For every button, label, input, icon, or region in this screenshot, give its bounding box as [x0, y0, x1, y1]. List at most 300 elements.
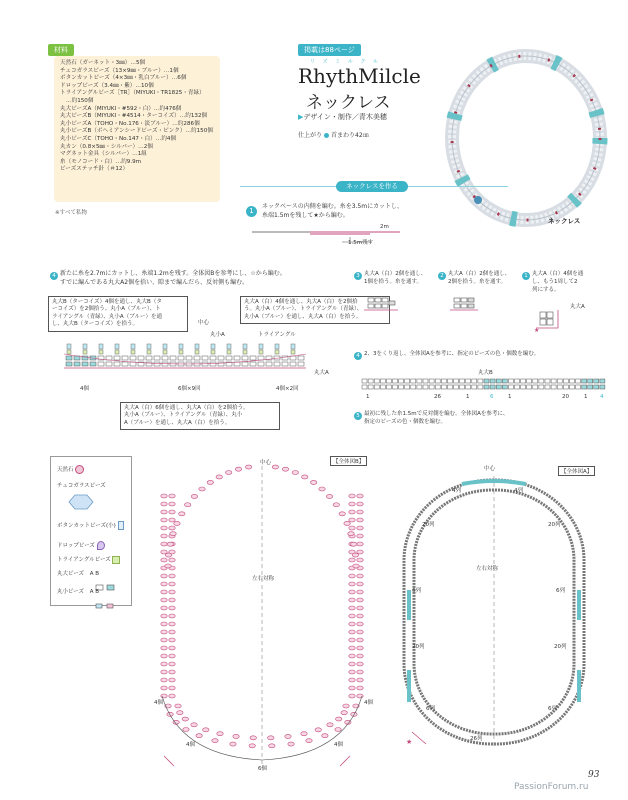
side-bead	[357, 654, 363, 658]
diagram-a-left-2: 6列	[412, 588, 421, 594]
side-bead	[357, 598, 363, 602]
bottom-bead	[250, 736, 256, 740]
legend-item: 天然石	[57, 465, 84, 474]
side-bead	[161, 614, 167, 618]
small-bead	[259, 344, 263, 349]
side-bead	[169, 494, 175, 498]
material-line: 丸小ビーズB（ボヘミアンシードビーズ・ピンク）…約150個	[60, 128, 213, 135]
row-bead	[423, 379, 428, 383]
row-bead	[399, 379, 404, 383]
row-bead	[557, 379, 562, 383]
side-bead	[357, 518, 363, 522]
legend-item: 丸大ビーズ A B	[57, 571, 100, 577]
round-bead	[90, 362, 96, 366]
round-bead	[242, 356, 248, 360]
bottom-bead	[269, 744, 275, 748]
side-bead	[349, 574, 355, 578]
row-bead	[405, 379, 410, 383]
side-bead	[169, 518, 175, 522]
side-bead	[357, 646, 363, 650]
row-bead	[441, 385, 446, 389]
photo-caption: ネックレス	[548, 217, 581, 225]
row-bead	[508, 385, 513, 389]
row-bead	[411, 385, 416, 389]
row-counts: 1 26 1 6 1 20 1 4	[366, 394, 604, 400]
top-bead	[216, 475, 222, 479]
triangle-bead	[227, 350, 231, 354]
row-bead	[588, 385, 593, 389]
drop-bead-icon	[97, 541, 105, 550]
top-bead	[348, 532, 354, 536]
row-bead	[454, 385, 459, 389]
diagram-a-drawing	[392, 470, 598, 760]
row-bead	[490, 379, 495, 383]
top-bead	[184, 503, 190, 507]
small-bead	[67, 344, 71, 349]
diagram-b-count-right-1: 4個	[364, 700, 373, 706]
side-bead	[349, 678, 355, 682]
side-bead	[349, 670, 355, 674]
side-bead	[161, 542, 167, 546]
legend-item: チェコガラスビーズ	[57, 483, 106, 489]
side-bead	[169, 622, 175, 626]
round-bead	[234, 356, 240, 360]
side-bead	[357, 494, 363, 498]
row-bead	[557, 385, 562, 389]
side-bead	[357, 510, 363, 514]
side-bead	[357, 662, 363, 666]
right-step-4-number: 4	[354, 352, 362, 360]
top-bead	[191, 494, 197, 498]
diagram-b-axis: 左右対称	[252, 576, 275, 582]
bottom-bead	[196, 734, 202, 738]
row-bead	[600, 385, 605, 389]
side-bead	[169, 558, 175, 562]
row-bead	[582, 385, 587, 389]
round-bead	[218, 362, 224, 366]
round-bead	[210, 356, 216, 360]
round-bead	[258, 356, 264, 360]
color-row-beads	[362, 379, 605, 389]
row-bead	[399, 385, 404, 389]
row-bead	[576, 385, 581, 389]
round-bead	[98, 362, 104, 366]
right-step-1-number: 1	[522, 272, 530, 280]
row-bead	[374, 385, 379, 389]
diagram-a-right-2: 6列	[556, 588, 565, 594]
side-bead	[357, 622, 363, 626]
triangle-bead	[99, 350, 103, 354]
bottom-bead	[183, 728, 189, 732]
row-bead	[368, 379, 373, 383]
row-bead	[521, 379, 526, 383]
side-bead	[349, 638, 355, 642]
round-bead	[258, 362, 264, 366]
row-bead	[502, 385, 507, 389]
row-bead	[496, 379, 501, 383]
bottom-bead	[315, 728, 321, 732]
top-bead	[165, 553, 171, 557]
side-bead	[161, 558, 167, 562]
side-bead	[169, 638, 175, 642]
row-bead	[576, 379, 581, 383]
right-step-5-number: 5	[354, 412, 362, 420]
finished-size: 仕上がり 首まわり42㎝	[298, 132, 369, 139]
round-bead	[130, 362, 136, 366]
step-1-number: 1	[246, 206, 257, 217]
round-bead	[106, 362, 112, 366]
round-bead	[122, 362, 128, 366]
side-bead	[357, 590, 363, 594]
step-4-number: 4	[50, 272, 58, 280]
legend-item: ボタンカットビーズ(小)	[57, 521, 124, 530]
row-bead	[368, 385, 373, 389]
side-bead	[169, 526, 175, 530]
side-bead	[169, 694, 175, 698]
legend-item: 丸小ビーズ A B	[57, 589, 100, 595]
row-bead	[569, 385, 574, 389]
triangle-bead-icon	[112, 556, 120, 564]
row-bead	[386, 385, 391, 389]
row-bead	[417, 385, 422, 389]
top-bead	[310, 480, 316, 484]
bottom-bead	[167, 712, 173, 716]
bottom-bead	[351, 712, 357, 716]
side-bead	[169, 670, 175, 674]
row-bead	[533, 385, 538, 389]
side-bead	[169, 502, 175, 506]
triangle-bead	[243, 350, 247, 354]
top-bead	[333, 503, 339, 507]
side-bead	[349, 614, 355, 618]
page-number: 93	[588, 770, 600, 780]
side-bead	[357, 686, 363, 690]
round-bead	[138, 356, 144, 360]
row-bead	[594, 385, 599, 389]
small-bead	[163, 344, 167, 349]
side-bead	[357, 670, 363, 674]
bottom-bead	[191, 723, 197, 727]
side-bead	[161, 646, 167, 650]
round-bead	[242, 362, 248, 366]
top-bead	[326, 494, 332, 498]
right-step-2-text: 丸大A（白）2個を通し、 2個を拾う。糸を通す。	[448, 271, 511, 285]
round-bead	[146, 356, 152, 360]
top-bead	[282, 467, 288, 471]
page-subtitle: ネックレス	[306, 93, 391, 113]
row-bead	[386, 379, 391, 383]
side-bead	[161, 654, 167, 658]
triangle-bead	[147, 350, 151, 354]
side-bead	[161, 662, 167, 666]
material-line: 丸カン（0.8×5㎜・シルバー）…2個	[60, 143, 153, 150]
triangle-bead	[67, 350, 71, 354]
side-bead	[169, 582, 175, 586]
necklace-photo	[438, 40, 618, 240]
side-bead	[349, 598, 355, 602]
reference-tag: 掲載は88ページ	[298, 44, 361, 56]
row-bead	[502, 379, 507, 383]
callout-turquoise: 丸大B（ターコイズ）4個を通し、丸大B（タ ーコイズ）を2個拾う。丸小A（ブルー）、ト ライアングル（青緑）、丸小A（ブルー）を通 し、丸大B（ターコイズ）を拾う。	[48, 296, 188, 332]
thread-remain-label: 1.5m残す	[348, 240, 374, 246]
bottom-bead	[249, 744, 255, 748]
diagram-a-axis: 左右対称	[476, 566, 499, 572]
triangle-bead	[131, 350, 135, 354]
diagram-a-left-3: 20列	[412, 644, 425, 650]
designer-credit: ▶デザイン・制作／青木美穂	[298, 113, 387, 121]
right-steps-diagram	[358, 290, 618, 334]
step-4-bead-row	[62, 334, 312, 390]
small-bead	[195, 344, 199, 349]
side-bead	[357, 678, 363, 682]
row-bead	[563, 385, 568, 389]
row-bead	[484, 379, 489, 383]
side-bead	[357, 542, 363, 546]
row-bead	[460, 379, 465, 383]
diagram-b-count-left-1: 4個	[154, 700, 163, 706]
round-bead	[202, 356, 208, 360]
side-bead	[161, 526, 167, 530]
side-bead	[161, 582, 167, 586]
diagram-a-left-1: 20列	[422, 522, 435, 528]
bottom-bead	[203, 728, 209, 732]
side-bead	[161, 678, 167, 682]
bottom-bead	[212, 739, 218, 743]
legend-item: トライアングルビーズ	[57, 555, 120, 564]
diagram-a-bottom: 26列	[470, 736, 483, 742]
round-bead	[186, 356, 192, 360]
round-bead	[74, 362, 80, 366]
row-bead	[472, 385, 477, 389]
bottom-bead	[182, 717, 188, 721]
diagram-b-count-right-2: 4個	[334, 742, 343, 748]
side-bead	[357, 574, 363, 578]
materials-tag: 材料	[48, 44, 74, 56]
side-bead	[349, 518, 355, 522]
count-right: 4個×2回	[276, 386, 299, 392]
triangle-bead	[291, 350, 295, 354]
side-bead	[169, 662, 175, 666]
side-bead	[349, 494, 355, 498]
color-row-diagram	[360, 376, 610, 394]
top-bead	[344, 521, 350, 525]
side-bead	[349, 582, 355, 586]
row-bead	[551, 385, 556, 389]
row-bead	[545, 385, 550, 389]
side-bead	[169, 606, 175, 610]
side-bead	[349, 502, 355, 506]
legend-item: ドロップビーズ	[57, 541, 105, 550]
row-bead	[515, 379, 520, 383]
bottom-bead	[306, 739, 312, 743]
right-step-4-text: 2、3をくり返し、全体図Aを参考に、指定のビーズの色・個数を編む。	[364, 351, 540, 357]
round-bead	[250, 356, 256, 360]
bottom-bead	[175, 704, 181, 708]
round-bead	[146, 362, 152, 366]
bottom-bead	[230, 742, 236, 746]
small-bead	[131, 344, 135, 349]
materials-box	[54, 56, 220, 202]
side-bead	[169, 598, 175, 602]
material-line: ボタンカットビーズ（4×3㎜・乳白ブルー）…6個	[60, 75, 187, 82]
row-bead	[466, 385, 471, 389]
round-bead	[114, 356, 120, 360]
triangle-bead	[83, 350, 87, 354]
thread-end	[164, 756, 174, 766]
step-4-text: 新たに糸を2.7mにカットし、糸端1.2mを残す。全体図Bを参考にし、☆から編む。 すでに編んである丸大A2個を拾い、隙まで編んだら、反対側も編む。	[60, 270, 286, 286]
row-bead	[447, 379, 452, 383]
right-step-3-text: 丸大A（白）2個を通し、 1個を拾う。糸を通す。	[364, 271, 427, 285]
dot-icon	[324, 133, 329, 138]
bottom-bead	[233, 734, 239, 738]
material-line: トライアングルビーズ［TR］（MIYUKI・TR1825・青緑）	[60, 90, 205, 97]
top-bead	[292, 470, 298, 474]
top-bead	[319, 487, 325, 491]
star-icon: ★	[406, 738, 413, 746]
watermark: PassionForum.ru	[514, 782, 589, 792]
count-left: 4個	[80, 386, 89, 392]
thread-length-2m: 2m	[380, 224, 389, 230]
side-bead	[169, 678, 175, 682]
row-bead	[484, 385, 489, 389]
small-bead	[179, 344, 183, 349]
bottom-bead	[268, 736, 274, 740]
page-title: RhythMilcle	[298, 64, 421, 88]
side-bead	[349, 526, 355, 530]
side-bead	[169, 686, 175, 690]
side-bead	[161, 574, 167, 578]
triangle-bead	[179, 350, 183, 354]
material-line: ドロップビーズ（3.4㎜・紫）…10個	[60, 82, 154, 89]
top-bead	[352, 553, 358, 557]
side-bead	[169, 630, 175, 634]
material-line: …約150個	[66, 97, 94, 104]
row-bead	[588, 379, 593, 383]
side-bead	[357, 534, 363, 538]
diagram-a-right-3: 20列	[554, 644, 567, 650]
top-bead	[339, 512, 345, 516]
side-bead	[349, 686, 355, 690]
center-label: 中心	[198, 320, 210, 326]
small-bead	[83, 344, 87, 349]
round-bead	[66, 356, 72, 360]
row-bead	[435, 385, 440, 389]
side-bead	[357, 614, 363, 618]
bottom-bead	[217, 732, 223, 736]
row-bead	[362, 379, 367, 383]
side-bead	[349, 590, 355, 594]
round-bead	[66, 362, 72, 366]
button-bead-icon	[118, 521, 124, 530]
material-line: 丸大ビーズA（MIYUKI・#592・白）…約476個	[60, 105, 182, 112]
side-bead	[349, 662, 355, 666]
side-bead	[161, 518, 167, 522]
small-bead	[275, 344, 279, 349]
round-bead	[82, 362, 88, 366]
bottom-bead	[335, 728, 341, 732]
diagram-b-count-left-2: 4個	[186, 742, 195, 748]
row-bead	[515, 385, 520, 389]
side-bead	[161, 590, 167, 594]
diagram-a-right-4: 6列	[548, 706, 557, 712]
round-bead	[226, 356, 232, 360]
material-line: マグネット金具（シルバー）…1組	[60, 151, 147, 158]
row-bead	[417, 379, 422, 383]
small-bead	[227, 344, 231, 349]
round-bead	[290, 362, 296, 366]
small-bead	[99, 344, 103, 349]
row-bead	[490, 385, 495, 389]
bottom-bead	[336, 717, 342, 721]
side-bead	[357, 582, 363, 586]
side-bead	[161, 638, 167, 642]
round-bead	[106, 356, 112, 360]
side-bead	[349, 510, 355, 514]
round-bead	[154, 362, 160, 366]
small-bead	[291, 344, 295, 349]
row-bead	[478, 379, 483, 383]
thread-end	[340, 756, 350, 766]
row-bead	[447, 385, 452, 389]
diagram-a-center: 中心	[484, 466, 496, 472]
step-1-text: ネックベースの内側を編む。糸を3.5mにカットし、 糸端1.5mを残して★から編む。	[262, 203, 404, 219]
side-bead	[357, 606, 363, 610]
side-bead	[161, 494, 167, 498]
small-bead	[211, 344, 215, 349]
round-bead	[298, 362, 304, 366]
round-bead	[266, 362, 272, 366]
top-bead	[207, 480, 213, 484]
row-bead	[380, 385, 385, 389]
large-bead-label: 丸大A	[314, 370, 329, 376]
side-bead	[161, 534, 167, 538]
row-bead	[441, 379, 446, 383]
row-bead	[393, 385, 398, 389]
triangle-bead	[115, 350, 119, 354]
top-bead	[167, 542, 173, 546]
round-bead	[154, 356, 160, 360]
step-1-needle-diagram	[250, 222, 420, 248]
row-bead	[521, 385, 526, 389]
top-bead	[353, 564, 359, 568]
top-bead	[179, 512, 185, 516]
round-large-icon	[95, 577, 125, 596]
top-bead	[199, 487, 205, 491]
material-line: 天然石（ガーネット・3㎜）…5個	[60, 60, 146, 66]
row-bead	[472, 379, 477, 383]
side-bead	[357, 630, 363, 634]
bottom-bead	[327, 723, 333, 727]
side-bead	[357, 502, 363, 506]
row-bead	[496, 385, 501, 389]
row-bead	[527, 385, 532, 389]
top-bead	[351, 542, 357, 546]
callout-white-4: 丸大A（白）4個を通し、丸大A（白）を2個拾 う。丸小A（ブルー）、トライアングル（青緑）、 丸小A（ブルー）を通し、丸大A（白）を拾う。	[240, 296, 390, 324]
diagram-a-left-4: 6列	[426, 706, 435, 712]
top-bead	[165, 564, 171, 568]
row-bead	[454, 379, 459, 383]
triangle-bead-label: トライアングル	[258, 332, 296, 338]
side-bead	[161, 630, 167, 634]
round-bead	[210, 362, 216, 366]
small-bead	[147, 344, 151, 349]
triangle-bullet-icon: ▶	[298, 113, 304, 121]
diagram-b-count-bottom: 6個	[258, 766, 267, 772]
material-line: チェコガラスビーズ（13×9㎜・ブルー）…1個	[60, 67, 179, 74]
small-bead	[115, 344, 119, 349]
callout-white-6: 丸大A（白）6個を通し、丸大A（白）を2個拾う。 丸小A（ブルー）、トライアングル（青緑）、丸小 A（ブルー）を通し、丸大A（白）を拾う。	[120, 402, 280, 430]
row-bead	[582, 379, 587, 383]
